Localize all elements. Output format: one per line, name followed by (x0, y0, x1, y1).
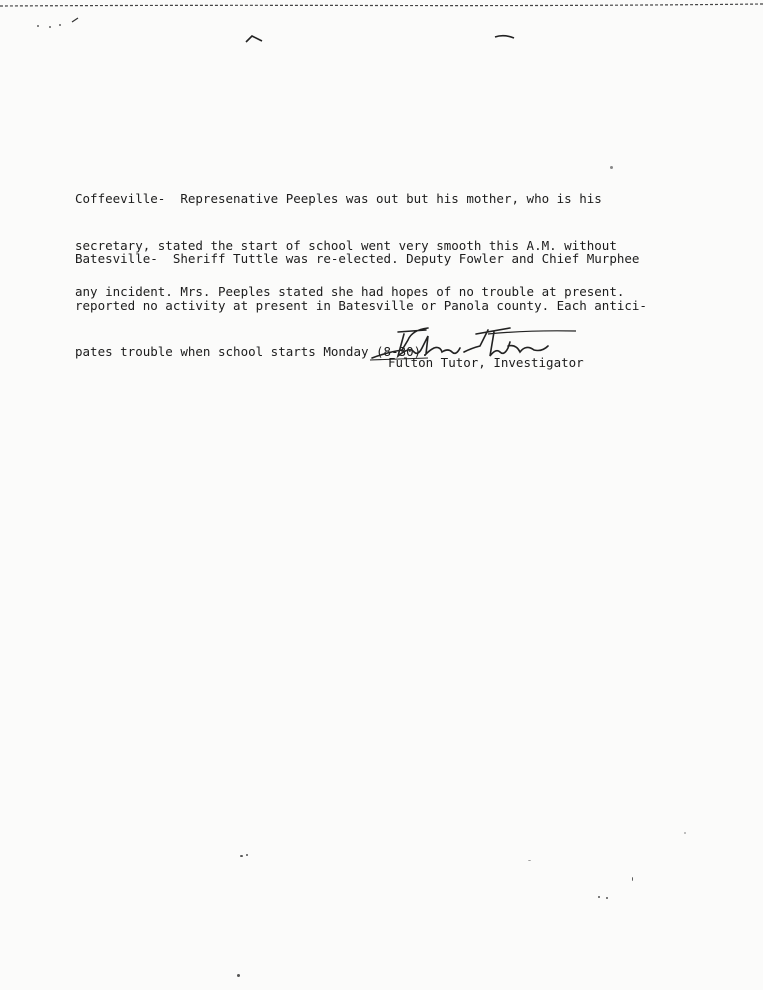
scan-speck (610, 166, 613, 169)
scan-speck (606, 897, 608, 899)
text-line: any incident. Mrs. Peeples stated she had hopes of no trouble at present. (75, 284, 625, 299)
text-line: secretary, stated the start of school went very smooth this A.M. without (75, 237, 617, 253)
text-line: Batesville- Sheriff Tuttle was re-elected. Deputy Fowler and Chief Murphee (75, 251, 640, 266)
scan-speck (237, 974, 240, 977)
scan-mark (490, 32, 520, 42)
scan-speck (246, 854, 248, 856)
scan-speck (684, 832, 686, 834)
scan-speck (528, 860, 531, 861)
text-line: pates trouble when school starts Monday (8-30). (75, 344, 429, 359)
text-line: reported no activity at present in Batesville or Panola county. Each antici- (75, 297, 647, 313)
signature-name-title: Fulton Tutor, Investigator (388, 355, 584, 370)
text-line: Coffeeville- Represenative Peeples was out but his mother, who is his (75, 191, 602, 206)
scan-speck (240, 855, 243, 857)
page-top-edge (0, 2, 763, 10)
scan-mark (20, 14, 90, 34)
scan-speck (632, 877, 633, 881)
scan-speck (598, 896, 600, 898)
scan-mark (240, 32, 270, 46)
